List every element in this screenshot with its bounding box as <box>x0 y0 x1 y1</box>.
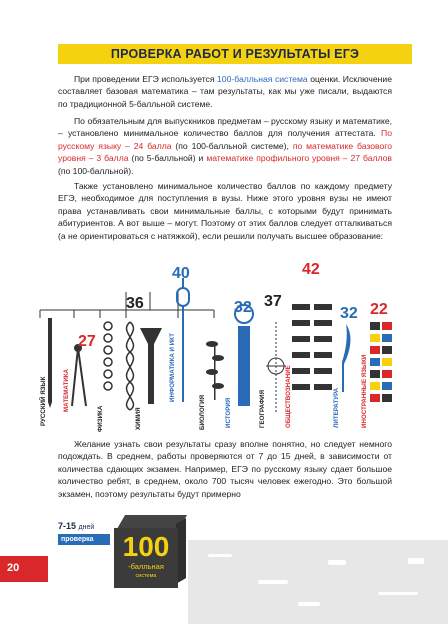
russian-pen-icon <box>48 318 52 408</box>
p2-text-a: По обязательным для выпускников предметам – русскому языку и математике, – установлено минимальное количество баллов для получения аттестата. <box>58 116 392 139</box>
mouse-icon <box>177 278 189 402</box>
label-math: МАТЕМАТИКА <box>63 368 70 412</box>
page-number-bar <box>0 556 48 582</box>
flags-icon <box>370 322 392 402</box>
label-literature: ЛИТЕРАТУРА <box>333 387 340 428</box>
paragraph-3: Также установлено минимальное количество баллов по каждому предмету ЕГЭ, необходимое для поступления в вузы. Ниже этого уровня вузы не имеют права устанавливать свои минимальные баллы, с которыми будут принимать абитуриентов. А вот выше – могут. Поэтому от этих баллов следует отталкиваться (а не ориентироваться с натяжкой), если решили получать высшее образование: <box>58 181 392 241</box>
check-badge: проверка <box>58 534 110 545</box>
quill-icon <box>342 324 350 392</box>
p2-russian-min: По русскому языку – 24 балла <box>58 128 392 151</box>
compass-icon <box>72 345 86 406</box>
header-bar <box>58 44 412 64</box>
p2-text-e: (по 5-балльной) и <box>128 153 207 164</box>
page-number: 20 <box>7 562 20 574</box>
score-informatics: 40 <box>172 265 190 282</box>
p2-math-profile-min: математике профильного уровня – 27 баллов <box>206 153 392 164</box>
p1-text-c: оценки. Исключение составляет базовая математика – там результаты, как мы уже писали, выдаются по традиционной 5-балльной системе. <box>58 74 392 109</box>
score-social: 42 <box>302 261 320 278</box>
score-math: 27 <box>78 333 96 350</box>
score-geography: 37 <box>264 293 282 310</box>
leaf-icon <box>206 341 224 400</box>
dna-icon <box>127 322 134 410</box>
compass-rose-icon <box>266 322 286 412</box>
days-range: 7-15 <box>58 521 77 531</box>
physics-chain-icon <box>104 322 112 390</box>
page-title: ПРОВЕРКА РАБОТ И РЕЗУЛЬТАТЫ ЕГЭ <box>110 47 360 61</box>
paragraph-4: Желание узнать свои результаты сразу вполне понятно, но следует немного подождать. В среднем, работы проверяются от 7 до 15 дней, в зависимости от количества сдающих экзамен. Например, ЕГЭ по русскому языку сдает большое количество ребят, в среднем, около 700 тысяч человек ежегодно. Это большой экзамен, поэтому результаты будут примерно <box>58 439 392 499</box>
label-informatics: ИНФОРМАТИКА И ИКТ <box>169 333 176 402</box>
p2-text-c: (по 100-балльной системе), <box>171 140 293 151</box>
label-social: ОБЩЕСТВОЗНАНИЕ <box>285 365 292 428</box>
label-physics: ФИЗИКА <box>97 405 104 432</box>
p2-text-g: (по 100-балльной). <box>58 165 134 176</box>
score-history: 32 <box>234 299 252 316</box>
label-chemistry: ХИМИЯ <box>135 407 142 430</box>
hats-icon <box>292 304 332 390</box>
cube-number: 100 <box>122 531 170 562</box>
label-russian: РУССКИЙ ЯЗЫК <box>40 376 47 426</box>
paragraph-1 <box>58 73 392 110</box>
label-foreign: ИНОСТРАННЫЕ ЯЗЫКИ <box>361 354 368 428</box>
column-icon <box>235 305 253 406</box>
days-word: дней <box>78 524 95 531</box>
cube-sublabel: система <box>135 573 157 579</box>
flask-icon <box>140 328 162 404</box>
cube-label: -балльная <box>128 562 164 571</box>
grunge-texture <box>188 540 448 624</box>
p2-math-base-min: по математике базового уровня – 3 балла <box>58 140 392 164</box>
score-foreign-lang: 22 <box>370 301 388 318</box>
subjects-min-scores-chart <box>28 252 396 434</box>
days-label <box>58 521 94 531</box>
label-geography: ГЕОГРАФИЯ <box>259 389 266 428</box>
score-physics-chem-bio: 36 <box>126 295 144 312</box>
paragraph-2 <box>58 115 392 177</box>
p1-highlight: 100-балльная система <box>217 74 308 84</box>
score-literature: 32 <box>340 305 358 322</box>
label-biology: БИОЛОГИЯ <box>199 394 206 430</box>
label-history: ИСТОРИЯ <box>225 397 232 428</box>
score-system-cube <box>114 528 178 588</box>
p1-text-a: При проведении ЕГЭ используется <box>74 74 218 84</box>
